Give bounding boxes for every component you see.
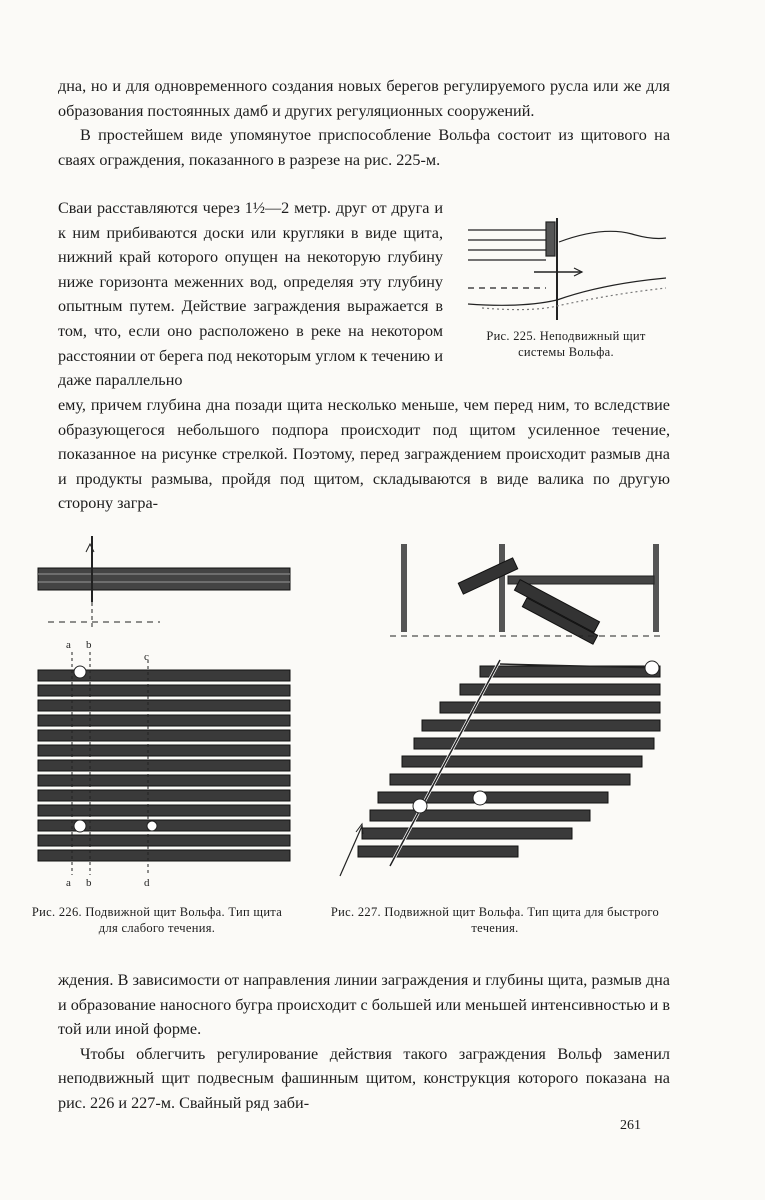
figure-227 bbox=[330, 536, 670, 886]
figure-225 bbox=[462, 212, 670, 360]
wrap-block bbox=[58, 196, 670, 393]
paragraph-wolf-wrapped: Сваи расставляются через 1½—2 метр. друг от друга и к ним прибиваются доски или кругляки в виде щита, нижний край которого опущен на некоторую глубину ниже горизонта меженних вод, определяя эту глубину опытным путем. Действие заграждения выражается в том, что, если оно расположено в реке на некотором расстоянии от берега под некоторым углом к течению и даже параллельно bbox=[58, 199, 443, 390]
fig225-drawing bbox=[462, 212, 670, 322]
paragraph-wolf-first: В простейшем виде упомянутое приспособление Вольфа состоит из щитового на сваях ограждения, показанного в разрезе на рис. 225-м. bbox=[58, 126, 670, 169]
label-a-bottom: a bbox=[66, 877, 71, 889]
paragraph-last: Чтобы облегчить регулирование действия такого заграждения Вольф заменил неподвижный щит подвесным фашинным щитом, конструкция которого показана на рис. 226 и 227-м. Свайный ряд заби- bbox=[58, 1044, 670, 1112]
fig225-caption: Рис. 225. Неподвижный щит системы Вольфа. bbox=[486, 329, 646, 359]
text-block-middle bbox=[58, 393, 670, 516]
label-b-bottom: b bbox=[86, 877, 92, 889]
figure-226 bbox=[30, 530, 300, 890]
fig227-caption: Рис. 227. Подвижной щит Вольфа. Тип щита для быстрого течения. bbox=[330, 905, 660, 935]
fig226-caption: Рис. 226. Подвижной щит Вольфа. Тип щита для слабого течения. bbox=[31, 905, 283, 935]
label-a-top: a bbox=[66, 639, 71, 651]
fig226-drawing bbox=[30, 530, 300, 890]
label-b-top: b bbox=[86, 639, 92, 651]
paragraph-wolf-rest: ему, причем глубина дна позади щита несколько меньше, чем перед ним, то вследствие образующегося небольшого подпора происходит под щитом усиленное течение, показанное на рисунке стрелкой. Поэтому, перед заграждением происходит размыв дна и продукты размыва, пройдя под щитом, складываются в виде валика по другую сторону загра- bbox=[58, 396, 670, 513]
fig227-drawing bbox=[330, 536, 670, 886]
page-number: 261 bbox=[620, 1118, 641, 1133]
label-d-bottom: d bbox=[144, 877, 150, 889]
label-c-top: c bbox=[144, 651, 149, 663]
paragraph-continue: ждения. В зависимости от направления линии заграждения и глубины щита, размыв дна и образование наносного бугра происходит с большей или меньшей интенсивностью и в той или иной форме. bbox=[58, 971, 670, 1039]
paragraph-intro: дна, но и для одновременного создания новых берегов регулируемого русла или же для образования постоянных дамб и других регуляционных сооружений. bbox=[58, 77, 670, 120]
text-block-bottom bbox=[58, 968, 670, 1116]
text-block-top bbox=[58, 74, 670, 172]
